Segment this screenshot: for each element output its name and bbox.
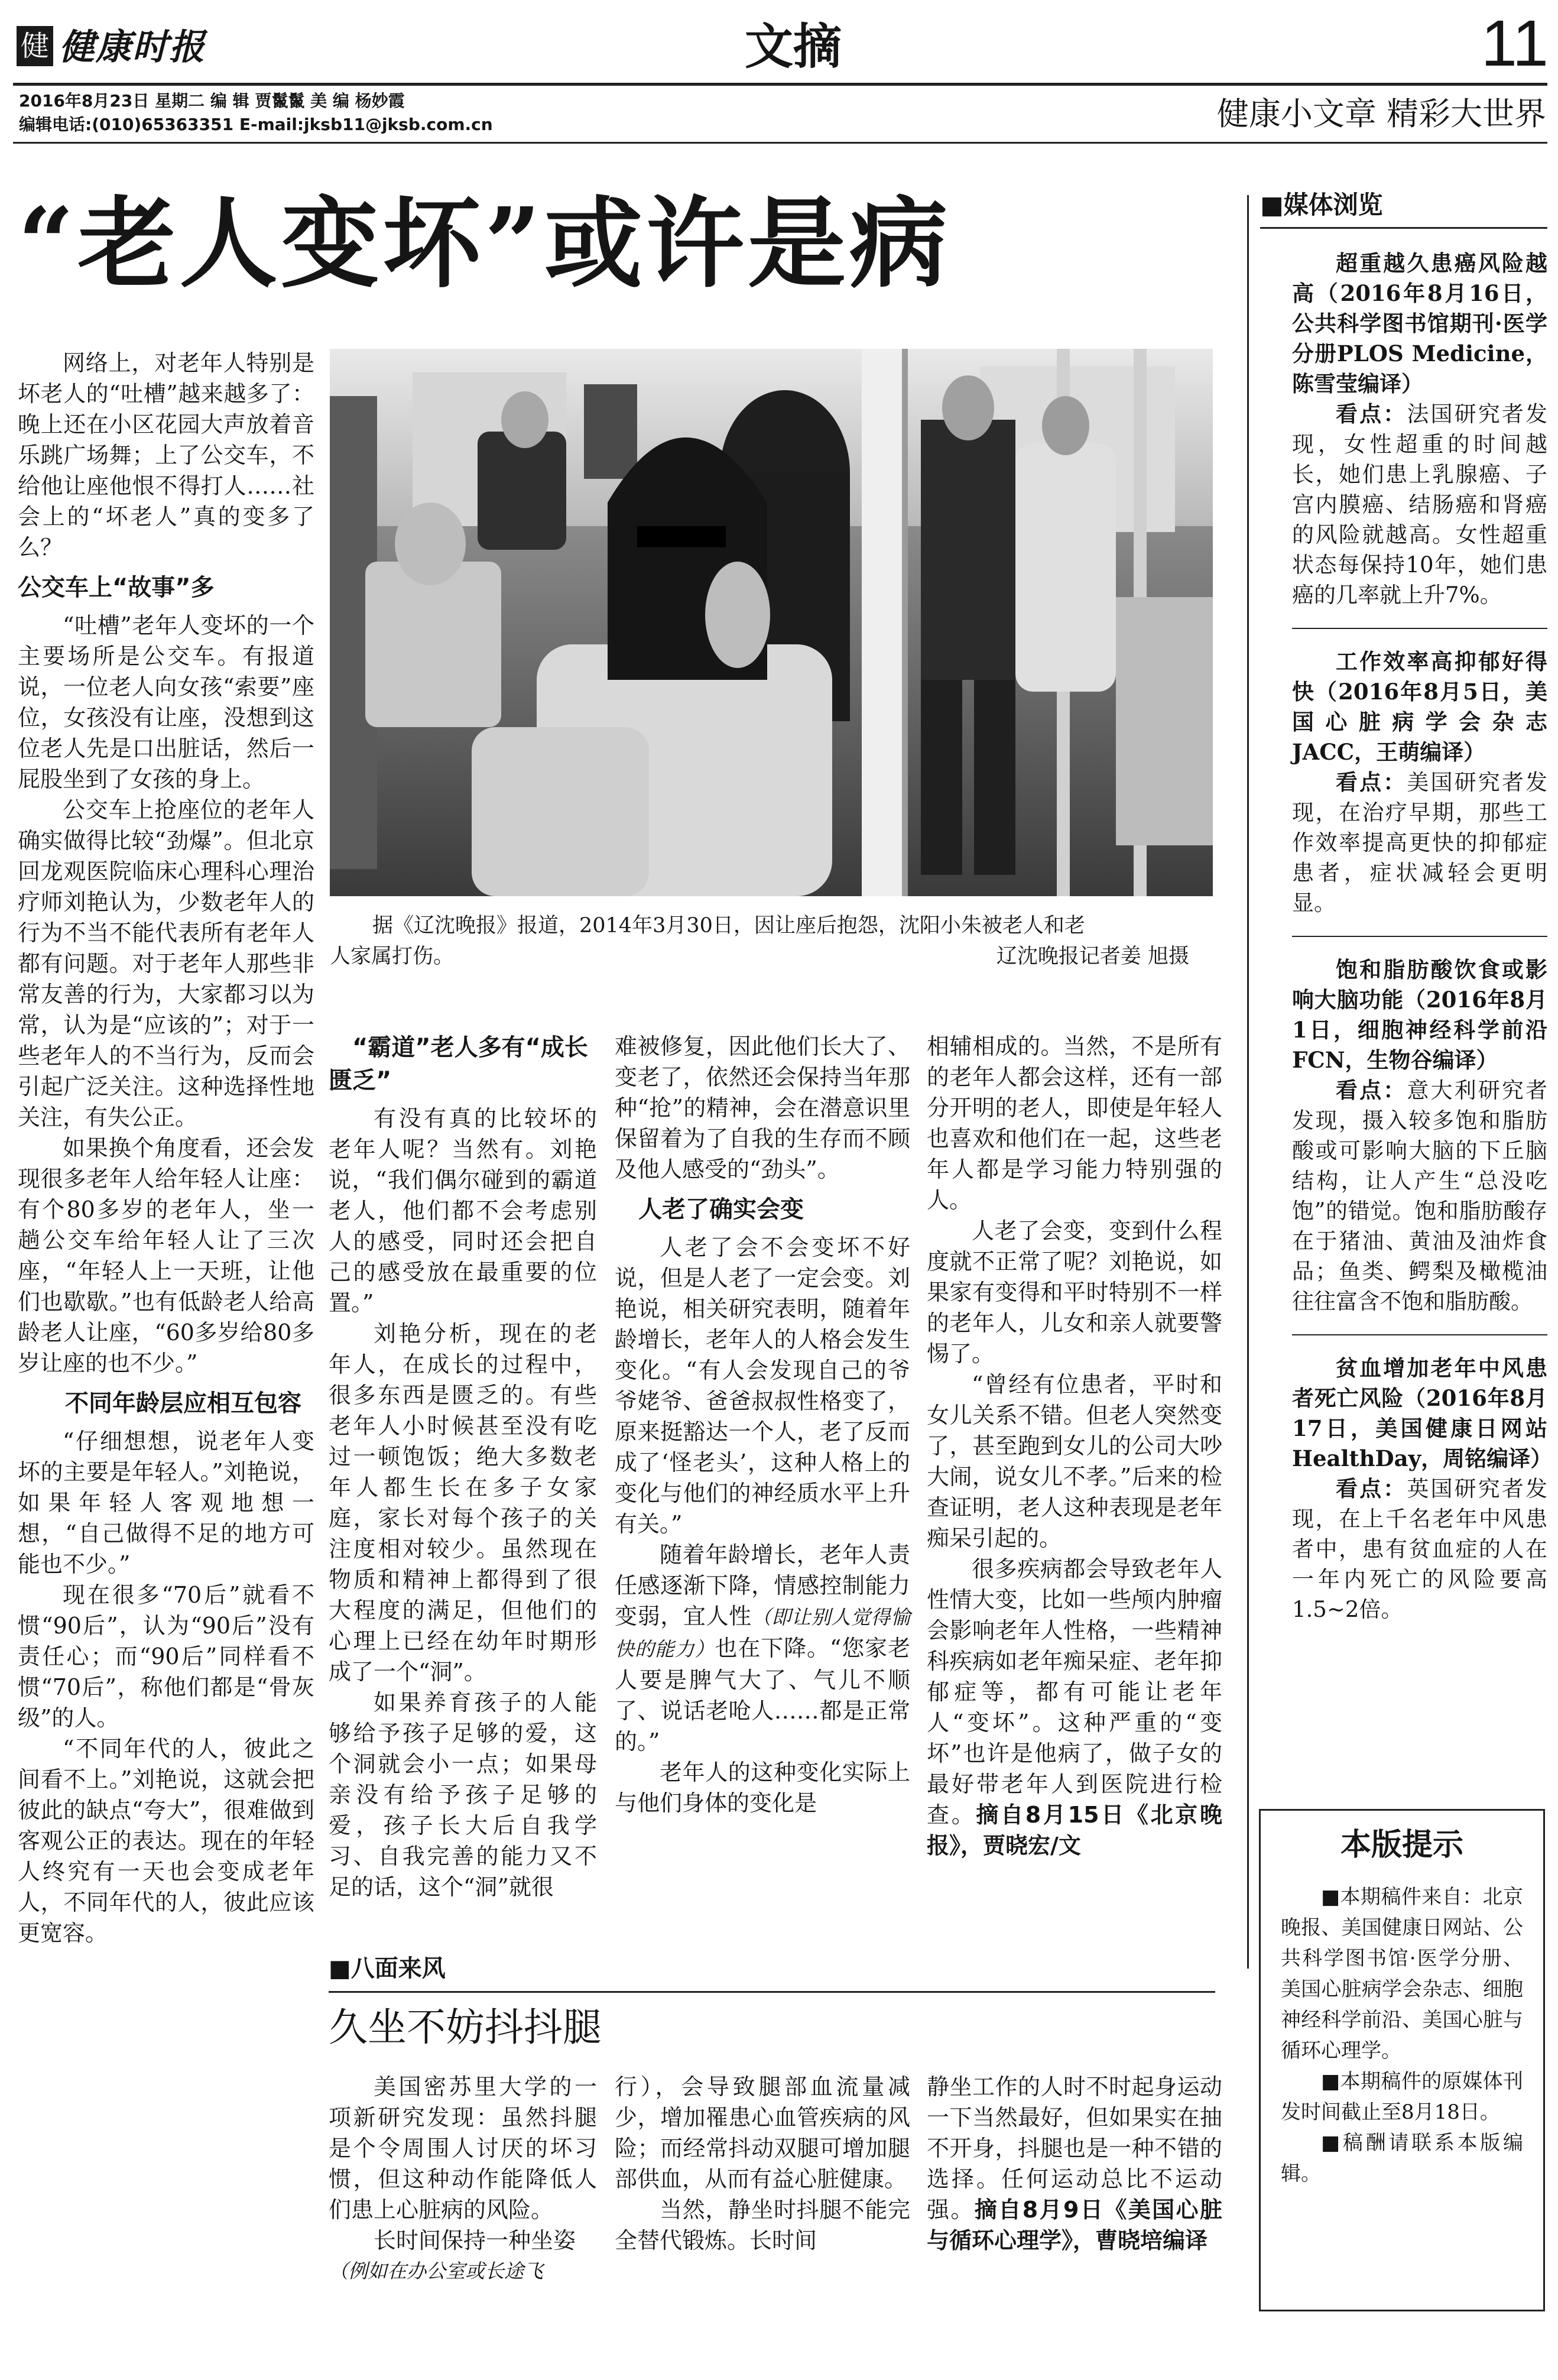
media-list bbox=[1292, 248, 1553, 1642]
subhead-change: 人老了确实会变 bbox=[638, 1196, 804, 1223]
article-paragraph: 老年人的这种变化实际上与他们身体的变化是 bbox=[615, 1759, 910, 1816]
photo-credit: 辽沈晚报记者姜 旭摄 bbox=[996, 945, 1189, 968]
bamian-column-2 bbox=[615, 2071, 910, 2256]
bamian-paragraph: 长时间保持一种坐姿 bbox=[374, 2227, 576, 2253]
bamian-column-3 bbox=[927, 2071, 1222, 2256]
section-title: 文摘 bbox=[744, 19, 842, 75]
slogan: 健康小文章 精彩大世界 bbox=[1216, 95, 1546, 132]
article-text: 随着年龄增长，老年人责任感逐渐下降，情感控制能力变弱，宜人性 bbox=[615, 1542, 910, 1629]
subhead-tolerance: 不同年龄层应相互包容 bbox=[65, 1390, 301, 1417]
masthead-logo bbox=[17, 26, 253, 73]
article-paragraph: 相辅相成的。当然，不是所有的老年人都会这样，还有一部分开明的老人，即使是年轻人也喜欢和他们在一起，这些老年人都是学习能力特别强的人。 bbox=[927, 1033, 1222, 1213]
masthead-rule bbox=[13, 83, 1547, 86]
tips-contact: ■稿酬请联系本版编辑。 bbox=[1281, 2131, 1523, 2186]
tips-box bbox=[1259, 1809, 1545, 2311]
subhead-bully: “霸道”老人多有“成长匮乏” bbox=[329, 1034, 588, 1094]
bamian-section-label: ■八面来风 bbox=[329, 1955, 446, 1982]
article-paragraph: 如果换个角度看，还会发现很多老年人给年轻人让座：有个80多岁的老年人，坐一趟公交车给年轻人让了三次座，“年轻人上一天班，让他们也歇歇。”也有低龄老人给高龄老人让座，“60多岁给80多岁让座的也不少。” bbox=[18, 1135, 314, 1376]
photo-caption bbox=[330, 910, 1213, 972]
date-line: 2016年8月23日 星期二 编 辑 贾鬣鬣 美 编 杨妙霞 bbox=[19, 91, 405, 111]
bamian-source: 摘自8月9日《美国心脏与循环心理学》，曹晓培编译 bbox=[927, 2197, 1222, 2253]
media-item-kd: 看点： bbox=[1336, 769, 1407, 795]
bamian-paragraph: 美国密苏里大学的一项新研究发现：虽然抖腿是个令周围人讨厌的坏习惯，但这种动作能降低人们患上心脏病的风险。 bbox=[329, 2074, 597, 2223]
tips-sources: ■本期稿件来自：北京晚报、美国健康日网站、公共科学图书馆·医学分册、美国心脏病学会杂志、细胞神经科学前沿、美国心脏与循环心理学。 bbox=[1281, 1885, 1523, 2063]
page-number: 11 bbox=[1481, 7, 1549, 80]
bamian-column-1 bbox=[329, 2071, 597, 2287]
article-paragraph bbox=[927, 1554, 1222, 1861]
media-item-body bbox=[1292, 1075, 1547, 1317]
media-item-divider bbox=[1292, 1334, 1547, 1335]
subhead-bus: 公交车上“故事”多 bbox=[18, 574, 215, 601]
article-paragraph: 公交车上抢座位的老年人确实做得比较“劲爆”。但北京回龙观医院临床心理科心理治疗师刘艳认为，少数老年人的行为不当不能代表所有老年人都有问题。对于老年人那些非常友善的行为，大家都习以为常，认为是“应该的”；对于一些老年人的不当行为，反而会引起广泛关注。这种选择性地关注，有失公正。 bbox=[18, 797, 314, 1130]
media-item-divider bbox=[1292, 628, 1547, 629]
article-lead: 网络上，对老年人特别是坏老人的“吐槽”越来越多了：晚上还在小区花园大声放着音乐跳广场舞；上了公交车，不给他让座他恨不得打人……社会上的“坏老人”真的变多了么？ bbox=[18, 350, 314, 560]
article-text: 很多疾病都会导致老年人性情大变，比如一些颅内肿瘤会影响老年人性格，一些精神科疾病如老年痴呆症、老年抑郁症等，都有可能让老年人“变坏”。这种严重的“变坏”也许是他病了，做子女的最好带老年人到医院进行检查。 bbox=[927, 1556, 1222, 1828]
bus-photo-illustration bbox=[330, 349, 1213, 896]
paper-name: 健康时报 bbox=[59, 27, 206, 68]
media-item bbox=[1292, 1353, 1553, 1625]
media-item-kd: 看点： bbox=[1336, 1077, 1407, 1103]
article-paragraph: 刘艳分析，现在的老年人，在成长的过程中，很多东西是匮乏的。有些老年人小时候甚至没有吃过一顿饱饭；绝大多数老年人都生长在多子女家庭，家长对每个孩子的关注度相对较少。虽然现在物质和精神上都得到了很大程度的满足，但他们的心理上已经在幼年时期形成了一个“洞”。 bbox=[329, 1321, 597, 1685]
media-label: ■媒体浏览 bbox=[1260, 190, 1383, 219]
media-label-rule bbox=[1260, 227, 1547, 229]
article-paren-note: （即让别人觉得愉快的能力） bbox=[615, 1606, 910, 1661]
logo-mark: 健 bbox=[17, 26, 53, 66]
headline: “老人变坏”或许是病 bbox=[18, 186, 951, 301]
media-item-title: 饱和脂肪酸饮食或影响大脑功能（2016年8月1日，细胞神经科学前沿FCN，生物谷编译） bbox=[1292, 956, 1547, 1073]
article-column-2 bbox=[329, 1031, 597, 1902]
media-item-text: 英国研究者发现，在上千名老年中风患者中，患有贫血症的人在一年内死亡的风险要高1.5~2倍。 bbox=[1292, 1476, 1547, 1622]
article-column-4 bbox=[927, 1031, 1222, 1861]
media-item-text: 法国研究者发现，女性超重的时间越长，她们患上乳腺癌、子宫内膜癌、结肠癌和肾癌的风险就越高。女性超重状态每保持10年，她们患癌的几率就上升7%。 bbox=[1292, 401, 1547, 608]
tips-title: 本版提示 bbox=[1340, 1827, 1463, 1863]
media-item-title: 工作效率高抑郁好得快（2016年8月5日，美国心脏病学会杂志JACC，王萌编译） bbox=[1292, 648, 1547, 765]
article-paragraph: “吐槽”老年人变坏的一个主要场所是公交车。有报道说，一位老人向女孩“索要”座位，女孩没有让座，没想到这位老人先是口出脏话，然后一屁股坐到了女孩的身上。 bbox=[18, 612, 314, 792]
photo-caption-line1: 据《辽沈晚报》报道，2014年3月30日，因让座后抱怨，沈阳小朱被老人和老 bbox=[372, 914, 1085, 938]
media-item-body bbox=[1292, 399, 1547, 610]
article-paragraph: “不同年代的人，彼此之间看不上。”刘艳说，这就会把彼此的缺点“夸大”，很难做到客观公正的表达。现在的年轻人终究有一天也会变成老年人，不同年代的人，彼此应该更宽容。 bbox=[18, 1736, 314, 1946]
article-paragraph: 现在很多“70后”就看不惯“90后”，认为“90后”没有责任心；而“90后”同样看不惯“70后”，称他们都是“骨灰级”的人。 bbox=[18, 1582, 314, 1731]
article-column-1 bbox=[18, 348, 314, 1948]
media-item-kd: 看点： bbox=[1336, 1476, 1407, 1502]
bus-photo bbox=[330, 349, 1213, 896]
media-item bbox=[1292, 647, 1547, 918]
article-paragraph: 人老了会不会变坏不好说，但是人老了一定会变。刘艳说，相关研究表明，随着年龄增长，老年人的人格会发生变化。“有人会发现自己的爷爷姥爷、爸爸叔叔性格变了，原来挺豁达一个人，老了反而成了‘怪老头’，这种人格上的变化与他们的神经质水平上升有关。” bbox=[615, 1234, 910, 1537]
tips-deadline: ■本期稿件的原媒体刊发时间截止至8月18日。 bbox=[1281, 2070, 1523, 2124]
article-paragraph: “曾经有位患者，平时和女儿关系不错。但老人突然变了，甚至跑到女儿的公司大吵大闹，说女儿不孝。”后来的检查证明，老人这种表现是老年痴呆引起的。 bbox=[927, 1371, 1222, 1551]
article-source: 摘自8月15日《北京晚报》，贾晓宏/文 bbox=[927, 1802, 1222, 1859]
media-item bbox=[1292, 248, 1547, 610]
article-paragraph: 人老了会变，变到什么程度就不正常了呢？刘艳说，如果家有变得和平时特别不一样的老年人，儿女和亲人就要警惕了。 bbox=[927, 1218, 1222, 1367]
bamian-paragraph: 当然，静坐时抖腿不能完全替代锻炼。长时间 bbox=[615, 2197, 910, 2253]
bamian-paragraph bbox=[927, 2071, 1222, 2256]
bamian-paren-note: （例如在办公室或长途飞 bbox=[329, 2259, 543, 2282]
article-paragraph: 如果养育孩子的人能够给予孩子足够的爱，这个洞就会小一点；如果母亲没有给予孩子足够的爱，孩子长大后自我学习、自我完善的能力又不足的话，这个“洞”就很 bbox=[329, 1690, 597, 1900]
bamian-rule bbox=[329, 1991, 1215, 1993]
media-item-text: 意大利研究者发现，摄入较多饱和脂肪酸或可影响大脑的下丘脑结构，让人产生“总没吃饱”的错觉。饱和脂肪酸存在于猪油、黄油及油炸食品；鱼类、鳄梨及橄榄油往往富含不饱和脂肪酸。 bbox=[1292, 1078, 1547, 1314]
bamian-title: 久坐不妨抖抖腿 bbox=[329, 2005, 602, 2050]
media-item-divider bbox=[1292, 936, 1547, 937]
media-item-text: 美国研究者发现，在治疗早期，那些工作效率提高更快的抑郁症患者，症状减轻会更明显。 bbox=[1292, 770, 1547, 916]
bamian-paragraph: 行），会导致腿部血流量减少，增加罹患心血管疾病的风险；而经常抖动双腿可增加腿部供血，从而有益心脏健康。 bbox=[615, 2074, 910, 2192]
masthead-rule-lower bbox=[13, 142, 1547, 144]
article-paragraph: “仔细想想，说老年人变坏的主要是年轻人。”刘艳说，如果年轻人客观地想一想，“自己做得不足的地方可能也不少。” bbox=[18, 1428, 314, 1577]
article-paragraph: 有没有真的比较坏的老年人呢？当然有。刘艳说，“我们偶尔碰到的霸道老人，他们都不会考虑别人的感受，同时还会把自己的感受放在最重要的位置。” bbox=[329, 1105, 597, 1316]
article-text: 也在下降。“您家老人要是脾气大了、气儿不顺了、说话老呛人……都是正常的。” bbox=[615, 1635, 910, 1755]
article-paragraph bbox=[615, 1539, 910, 1757]
media-item-body bbox=[1292, 1474, 1547, 1625]
sidebar-divider bbox=[1247, 195, 1249, 1969]
photo-caption-line2: 人家属打伤。 bbox=[330, 945, 455, 968]
bamian-text: 静坐工作的人时不时起身运动一下当然最好，但如果实在抽不开身，抖腿也是一种不错的选择。任何运动总比不运动强。 bbox=[927, 2074, 1222, 2223]
media-item-kd: 看点： bbox=[1336, 401, 1407, 427]
media-item-title: 超重越久患癌风险越高（2016年8月16日，公共科学图书馆期刊·医学分册PLOS Medicine，陈雪莹编译） bbox=[1292, 250, 1547, 397]
article-paragraph: 难被修复，因此他们长大了、变老了，依然还会保持当年那种“抢”的精神，会在潜意识里保留着为了自我的生存而不顾及他人感受的“劲头”。 bbox=[615, 1033, 910, 1182]
media-item-body bbox=[1292, 767, 1547, 918]
contact-line: 编辑电话:(010)65363351 E-mail:jksb11@jksb.com.cn bbox=[19, 115, 493, 134]
media-item-title: 贫血增加老年中风患者死亡风险（2016年8月17日，美国健康日网站HealthDay，周铭编译） bbox=[1292, 1355, 1553, 1471]
article-column-3 bbox=[615, 1031, 910, 1818]
media-item bbox=[1292, 955, 1547, 1317]
